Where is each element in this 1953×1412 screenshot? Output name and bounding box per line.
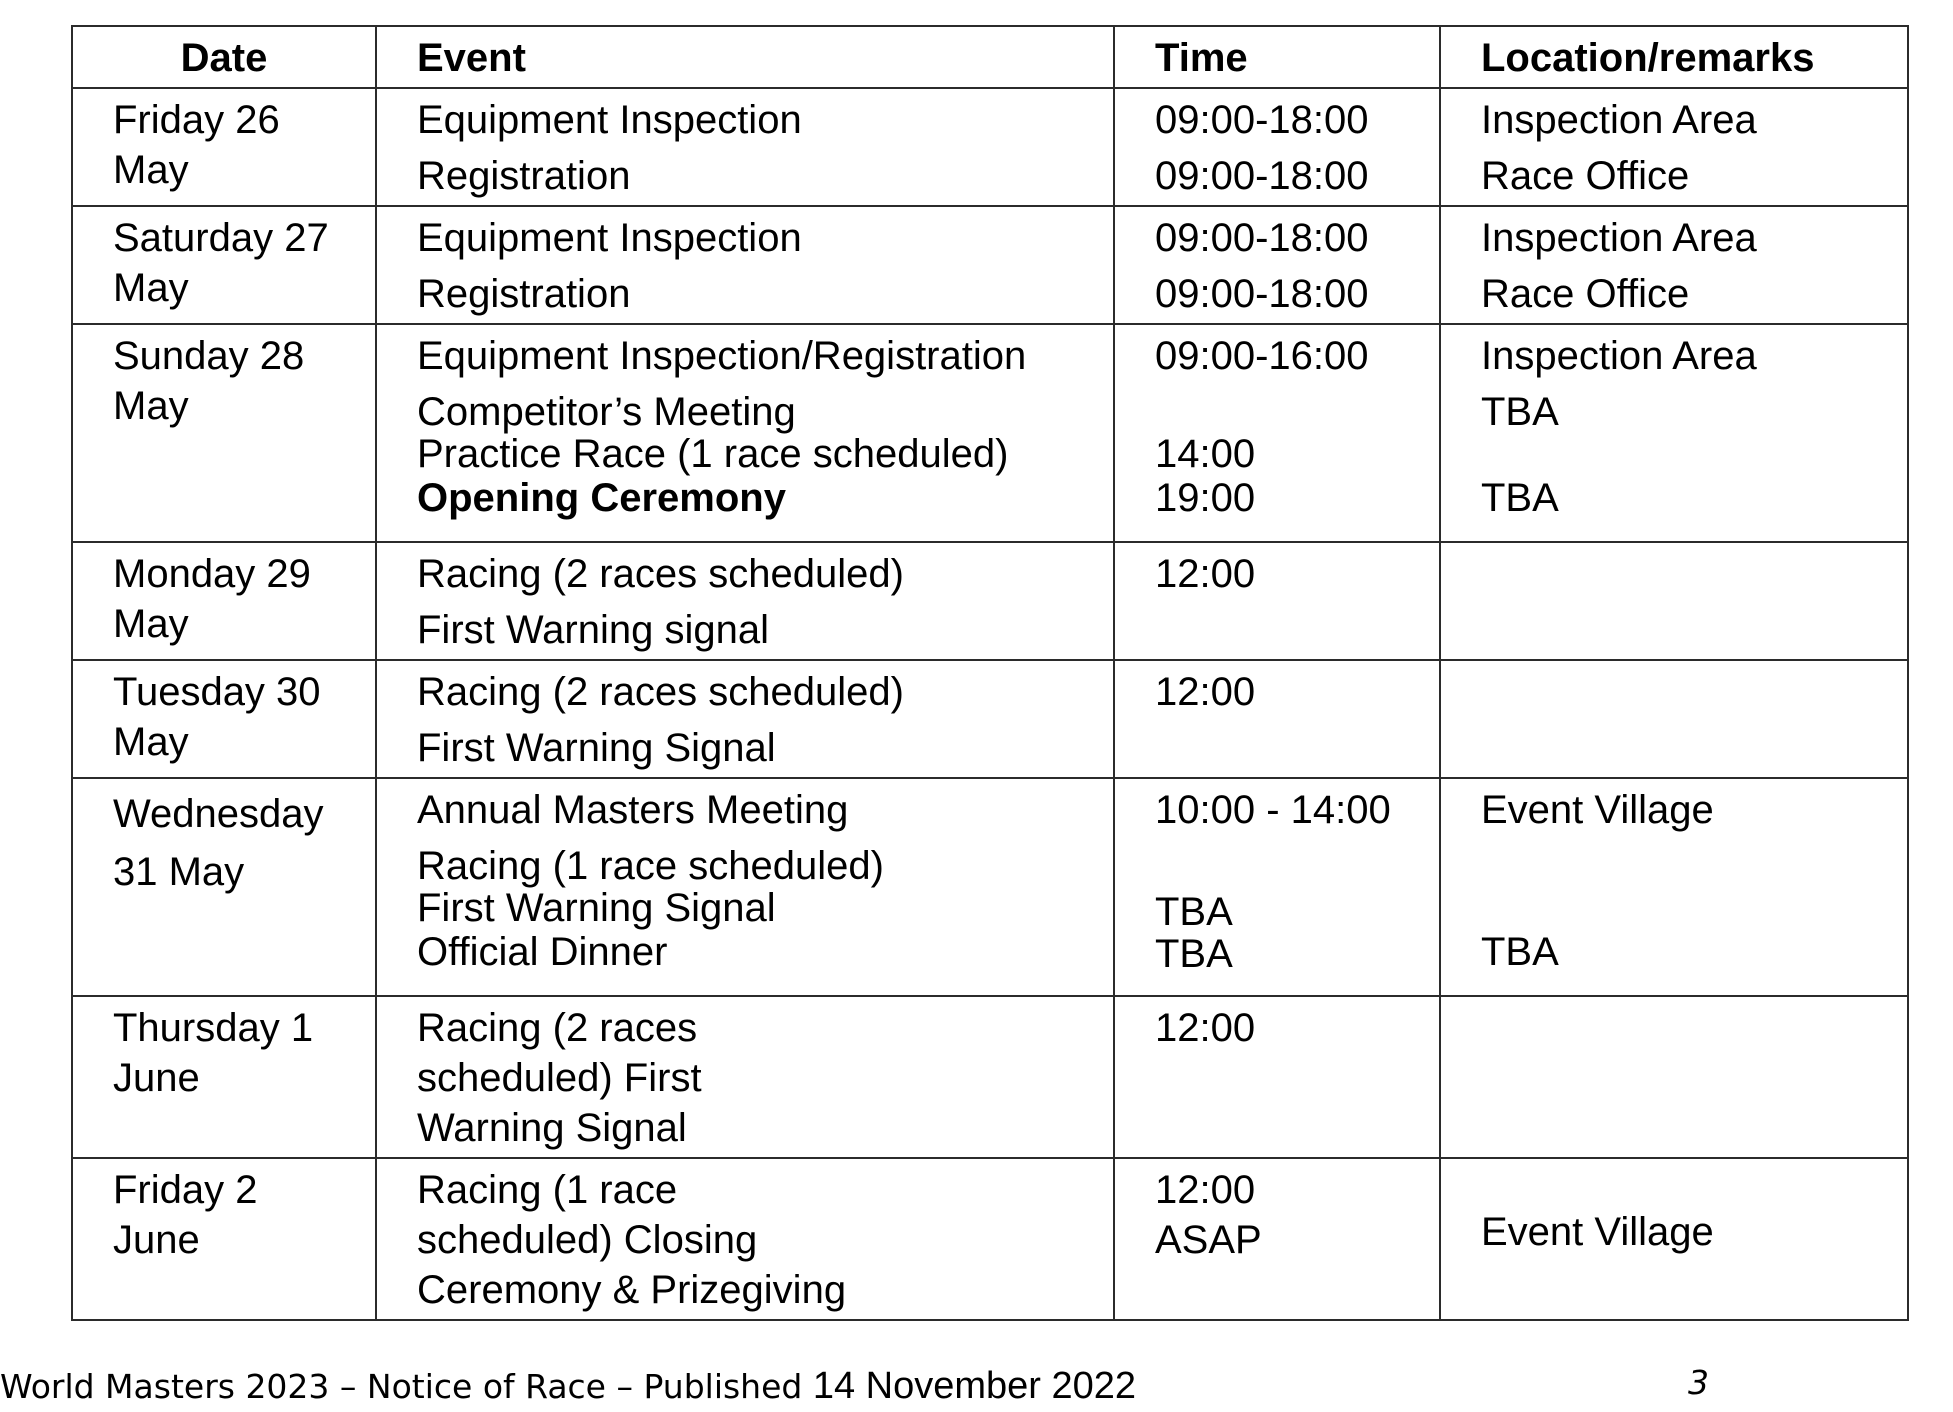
location-line: Event Village <box>1481 1210 1714 1254</box>
time-line: 09:00-16:00 <box>1155 334 1369 378</box>
location-line: Inspection Area <box>1481 216 1757 260</box>
time-cell <box>1114 324 1440 542</box>
time-line: TBA <box>1155 932 1233 976</box>
location-line: TBA <box>1481 476 1559 520</box>
time-line: 09:00-18:00 <box>1155 272 1369 316</box>
time-cell <box>1114 778 1440 996</box>
location-cell <box>1440 542 1908 660</box>
date-cell: Wednesday 31 May <box>72 778 376 996</box>
event-cell <box>376 324 1114 542</box>
event-cell <box>376 542 1114 660</box>
table-header-row <box>72 26 1908 88</box>
page-number: 3 <box>1688 1363 1709 1402</box>
time-line: 14:00 <box>1155 432 1256 476</box>
header-event: Event <box>376 26 1114 88</box>
time-line: ASAP <box>1155 1218 1262 1262</box>
time-line: 12:00 <box>1155 670 1256 714</box>
time-cell <box>1114 1158 1440 1320</box>
location-cell <box>1440 996 1908 1158</box>
date-cell: Monday 29 May <box>72 542 376 660</box>
location-cell <box>1440 324 1908 542</box>
event-line: Racing (1 race scheduled) <box>417 844 884 888</box>
event-line: Competitor’s Meeting <box>417 390 796 434</box>
table-row <box>72 88 1908 206</box>
table-row <box>72 778 1908 996</box>
event-line: Equipment Inspection <box>417 216 802 260</box>
header-location: Location/remarks <box>1440 26 1908 88</box>
time-line: TBA <box>1155 890 1233 934</box>
location-line: Race Office <box>1481 272 1690 316</box>
location-line: Inspection Area <box>1481 98 1757 142</box>
time-line: 09:00-18:00 <box>1155 216 1369 260</box>
location-line: Race Office <box>1481 154 1690 198</box>
event-cell <box>376 778 1114 996</box>
date-cell: Friday 26 May <box>72 88 376 206</box>
event-line: Practice Race (1 race scheduled) <box>417 432 1009 476</box>
location-cell <box>1440 1158 1908 1320</box>
event-cell <box>376 206 1114 324</box>
location-line: TBA <box>1481 930 1559 974</box>
event-line: Warning Signal <box>417 1106 687 1150</box>
page-footer <box>0 1365 1136 1408</box>
date-cell: Sunday 28 May <box>72 324 376 542</box>
footer-date: 14 November 2022 <box>812 1365 1137 1407</box>
event-line: Equipment Inspection <box>417 98 802 142</box>
time-line: 19:00 <box>1155 476 1256 520</box>
location-cell <box>1440 206 1908 324</box>
time-line: 09:00-18:00 <box>1155 98 1369 142</box>
time-line <box>1155 841 1433 891</box>
event-line: First Warning Signal <box>417 726 776 770</box>
time-cell <box>1114 660 1440 778</box>
location-cell <box>1440 778 1908 996</box>
event-cell <box>376 1158 1114 1320</box>
time-cell <box>1114 88 1440 206</box>
event-line: Official Dinner <box>417 930 668 974</box>
event-line: Registration <box>417 154 631 198</box>
event-line: First Warning Signal <box>417 886 776 930</box>
time-cell <box>1114 206 1440 324</box>
event-line: scheduled) First <box>417 1056 702 1100</box>
time-line: 09:00-18:00 <box>1155 154 1369 198</box>
time-line: 10:00 - 14:00 <box>1155 788 1391 832</box>
date-cell: Friday 2 June <box>72 1158 376 1320</box>
table-row <box>72 542 1908 660</box>
time-line: 12:00 <box>1155 1006 1256 1050</box>
table-row <box>72 1158 1908 1320</box>
event-line: First Warning signal <box>417 608 769 652</box>
event-cell <box>376 996 1114 1158</box>
event-cell <box>376 660 1114 778</box>
table-row <box>72 996 1908 1158</box>
table-row <box>72 324 1908 542</box>
time-cell <box>1114 542 1440 660</box>
time-cell <box>1114 996 1440 1158</box>
event-line: scheduled) Closing <box>417 1218 758 1262</box>
event-cell <box>376 88 1114 206</box>
event-line: Equipment Inspection/Registration <box>417 334 1027 378</box>
schedule-table <box>71 25 1909 1321</box>
event-line: Opening Ceremony <box>417 476 786 520</box>
event-line: Racing (1 race <box>417 1168 678 1212</box>
location-cell <box>1440 88 1908 206</box>
event-line: Ceremony & Prizegiving <box>417 1268 847 1312</box>
event-line: Racing (2 races <box>417 1006 698 1050</box>
header-date: Date <box>72 26 376 88</box>
time-line: 12:00 <box>1155 552 1256 596</box>
date-cell: Saturday 27 May <box>72 206 376 324</box>
location-line <box>1481 883 1901 933</box>
event-line: Racing (2 races scheduled) <box>417 552 904 596</box>
footer-text: World Masters 2023 – Notice of Race – Published <box>0 1367 813 1406</box>
header-time: Time <box>1114 26 1440 88</box>
time-line: 12:00 <box>1155 1168 1256 1212</box>
date-cell: Thursday 1 June <box>72 996 376 1158</box>
location-line: Inspection Area <box>1481 334 1757 378</box>
table-row <box>72 660 1908 778</box>
location-line: Event Village <box>1481 788 1714 832</box>
location-line: TBA <box>1481 390 1559 434</box>
location-cell <box>1440 660 1908 778</box>
date-cell: Tuesday 30 May <box>72 660 376 778</box>
table-row <box>72 206 1908 324</box>
event-line: Racing (2 races scheduled) <box>417 670 904 714</box>
event-line: Annual Masters Meeting <box>417 788 849 832</box>
event-line: Registration <box>417 272 631 316</box>
